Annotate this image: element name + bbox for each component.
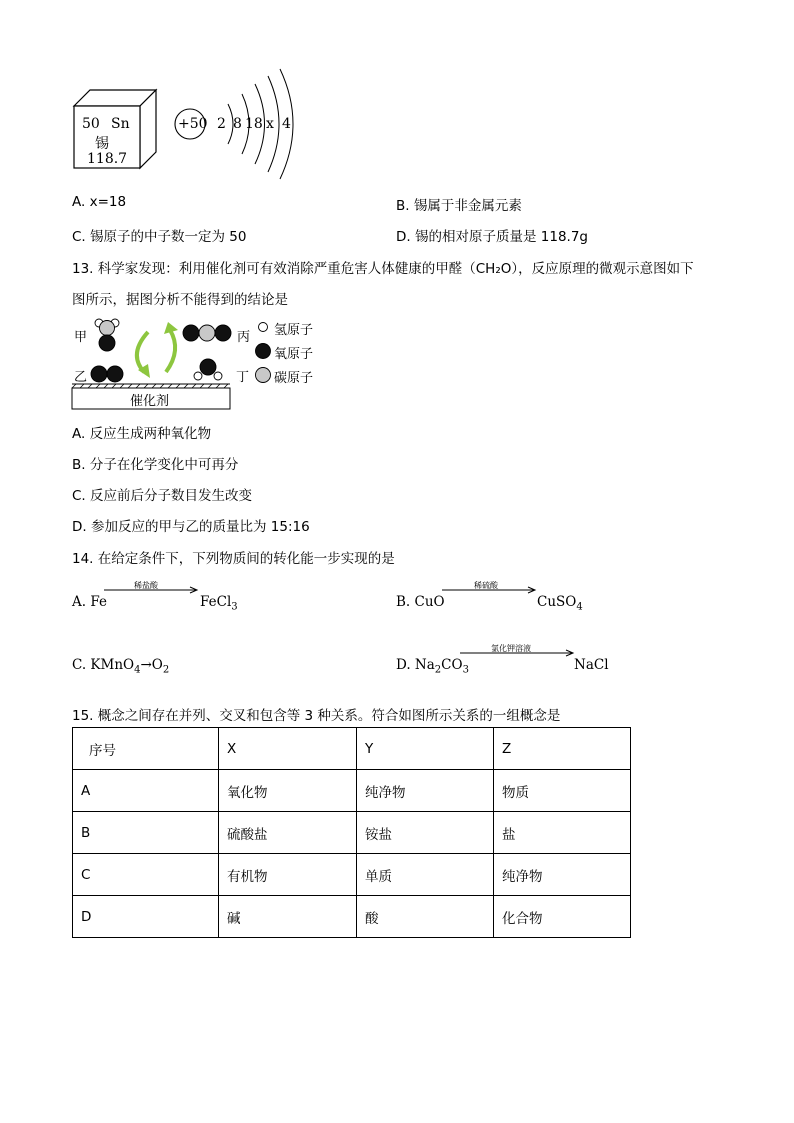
cell-index: B: [73, 812, 219, 854]
molecule-ding-water: [194, 359, 222, 380]
shell-2-electrons: 8: [233, 116, 242, 132]
q14-stem: 14. 在给定条件下，下列物质间的转化能一步实现的是: [72, 551, 395, 567]
q14-c-text2: →O: [140, 657, 163, 673]
q15-concept-table: [72, 727, 631, 938]
q14-d-reactant: [396, 657, 469, 676]
label-yi: 乙: [74, 370, 88, 385]
legend-hydrogen-marker: [259, 323, 268, 332]
label-bing: 丙: [237, 330, 251, 345]
legend-carbon: 碳原子: [274, 371, 314, 386]
label-jia: 甲: [74, 330, 88, 345]
q14-d-condition: 氯化钾溶液: [491, 644, 531, 653]
q14-b-product: [537, 594, 583, 613]
shell-1-electrons: 2: [217, 116, 226, 132]
q14-a-product-text: FeCl: [200, 594, 232, 610]
q13-option-b: B. 分子在化学变化中可再分: [72, 457, 239, 473]
q13-stem-line2: 图所示，据图分析不能得到的结论是: [72, 292, 288, 308]
cell-index: C: [73, 854, 219, 896]
q13-option-c: C. 反应前后分子数目发生改变: [72, 488, 253, 504]
q14-b-condition: 稀硫酸: [474, 581, 498, 590]
cell-x: 碱: [219, 896, 357, 938]
legend-oxygen-marker: [256, 344, 271, 359]
q14-c-equation: [72, 657, 169, 676]
tin-symbol: Sn: [111, 116, 130, 132]
q14-a-reactant: A. Fe: [72, 594, 107, 610]
cell-x: 硫酸盐: [219, 812, 357, 854]
cell-z: 物质: [494, 770, 631, 812]
tin-name: 锡: [95, 136, 109, 152]
q12-option-b: B. 锡属于非金属元素: [396, 198, 522, 214]
q14-d-product: NaCl: [574, 657, 609, 673]
shell-3-electrons: 18: [245, 116, 263, 132]
shell-5-electrons: 4: [282, 116, 291, 132]
q14-b-arrow: [442, 586, 538, 594]
molecule-jia-formaldehyde: [95, 319, 119, 351]
catalyst-label: 催化剂: [130, 394, 170, 409]
legend-oxygen: 氧原子: [274, 347, 314, 362]
q14-a-arrow: [104, 586, 200, 594]
cell-z: 盐: [494, 812, 631, 854]
q14-a-product: [200, 594, 238, 613]
header-x: X: [219, 728, 357, 770]
cell-y: 酸: [357, 896, 494, 938]
legend-carbon-marker: [256, 368, 271, 383]
q14-a-condition: 稀盐酸: [134, 581, 158, 590]
label-ding: 丁: [236, 370, 250, 385]
q14-d-sub1: 2: [434, 664, 442, 676]
tin-atomic-number: 50: [82, 116, 100, 132]
tin-atomic-mass: 118.7: [87, 151, 128, 167]
q13-option-d: D. 参加反应的甲与乙的质量比为 15:16: [72, 519, 310, 535]
q14-d-arrow: [460, 649, 576, 657]
molecule-bing-co2: [183, 325, 231, 341]
nucleus-charge: +50: [178, 116, 208, 132]
reaction-arrow-up: [166, 330, 175, 372]
header-z: Z: [494, 728, 631, 770]
q12-option-a: A. x=18: [72, 194, 127, 210]
q12-option-d: D. 锡的相对原子质量是 118.7g: [396, 229, 588, 245]
table-row: [73, 812, 631, 854]
q13-stem-line1: 13. 科学家发现：利用催化剂可有效消除严重危害人体健康的甲醛（CH₂O），反应原理的微观示意图如下: [72, 261, 694, 277]
q14-c-sub2: 2: [162, 664, 170, 676]
q12-option-c: C. 锡原子的中子数一定为 50: [72, 229, 247, 245]
table-row: [73, 896, 631, 938]
q14-c-text1: C. KMnO: [72, 657, 135, 673]
cell-z: 纯净物: [494, 854, 631, 896]
table-row: [73, 854, 631, 896]
shell-4-electrons: x: [266, 116, 274, 132]
cell-y: 铵盐: [357, 812, 494, 854]
cell-y: 单质: [357, 854, 494, 896]
legend-hydrogen: 氢原子: [274, 323, 314, 338]
q14-b-reactant: B. CuO: [396, 594, 445, 610]
cell-index: A: [73, 770, 219, 812]
q13-option-a: A. 反应生成两种氧化物: [72, 426, 212, 442]
q14-d-text1: D. Na: [396, 657, 435, 673]
q14-d-sub2: 3: [462, 664, 469, 676]
cell-z: 化合物: [494, 896, 631, 938]
q14-b-product-text: CuSO: [537, 594, 577, 610]
cell-x: 氧化物: [219, 770, 357, 812]
cell-y: 纯净物: [357, 770, 494, 812]
table-header-row: [73, 728, 631, 770]
q14-d-text2: CO: [441, 657, 463, 673]
q15-stem: 15. 概念之间存在并列、交叉和包含等 3 种关系。符合如图所示关系的一组概念是: [72, 708, 561, 724]
molecule-yi-oxygen: [91, 366, 123, 382]
q14-a-product-sub: 3: [231, 601, 238, 613]
cell-x: 有机物: [219, 854, 357, 896]
table-row: [73, 770, 631, 812]
header-index: 序号: [73, 728, 219, 770]
header-y: Y: [357, 728, 494, 770]
q14-b-product-sub: 4: [576, 601, 583, 613]
q14-c-sub1: 4: [134, 664, 141, 676]
cell-index: D: [73, 896, 219, 938]
